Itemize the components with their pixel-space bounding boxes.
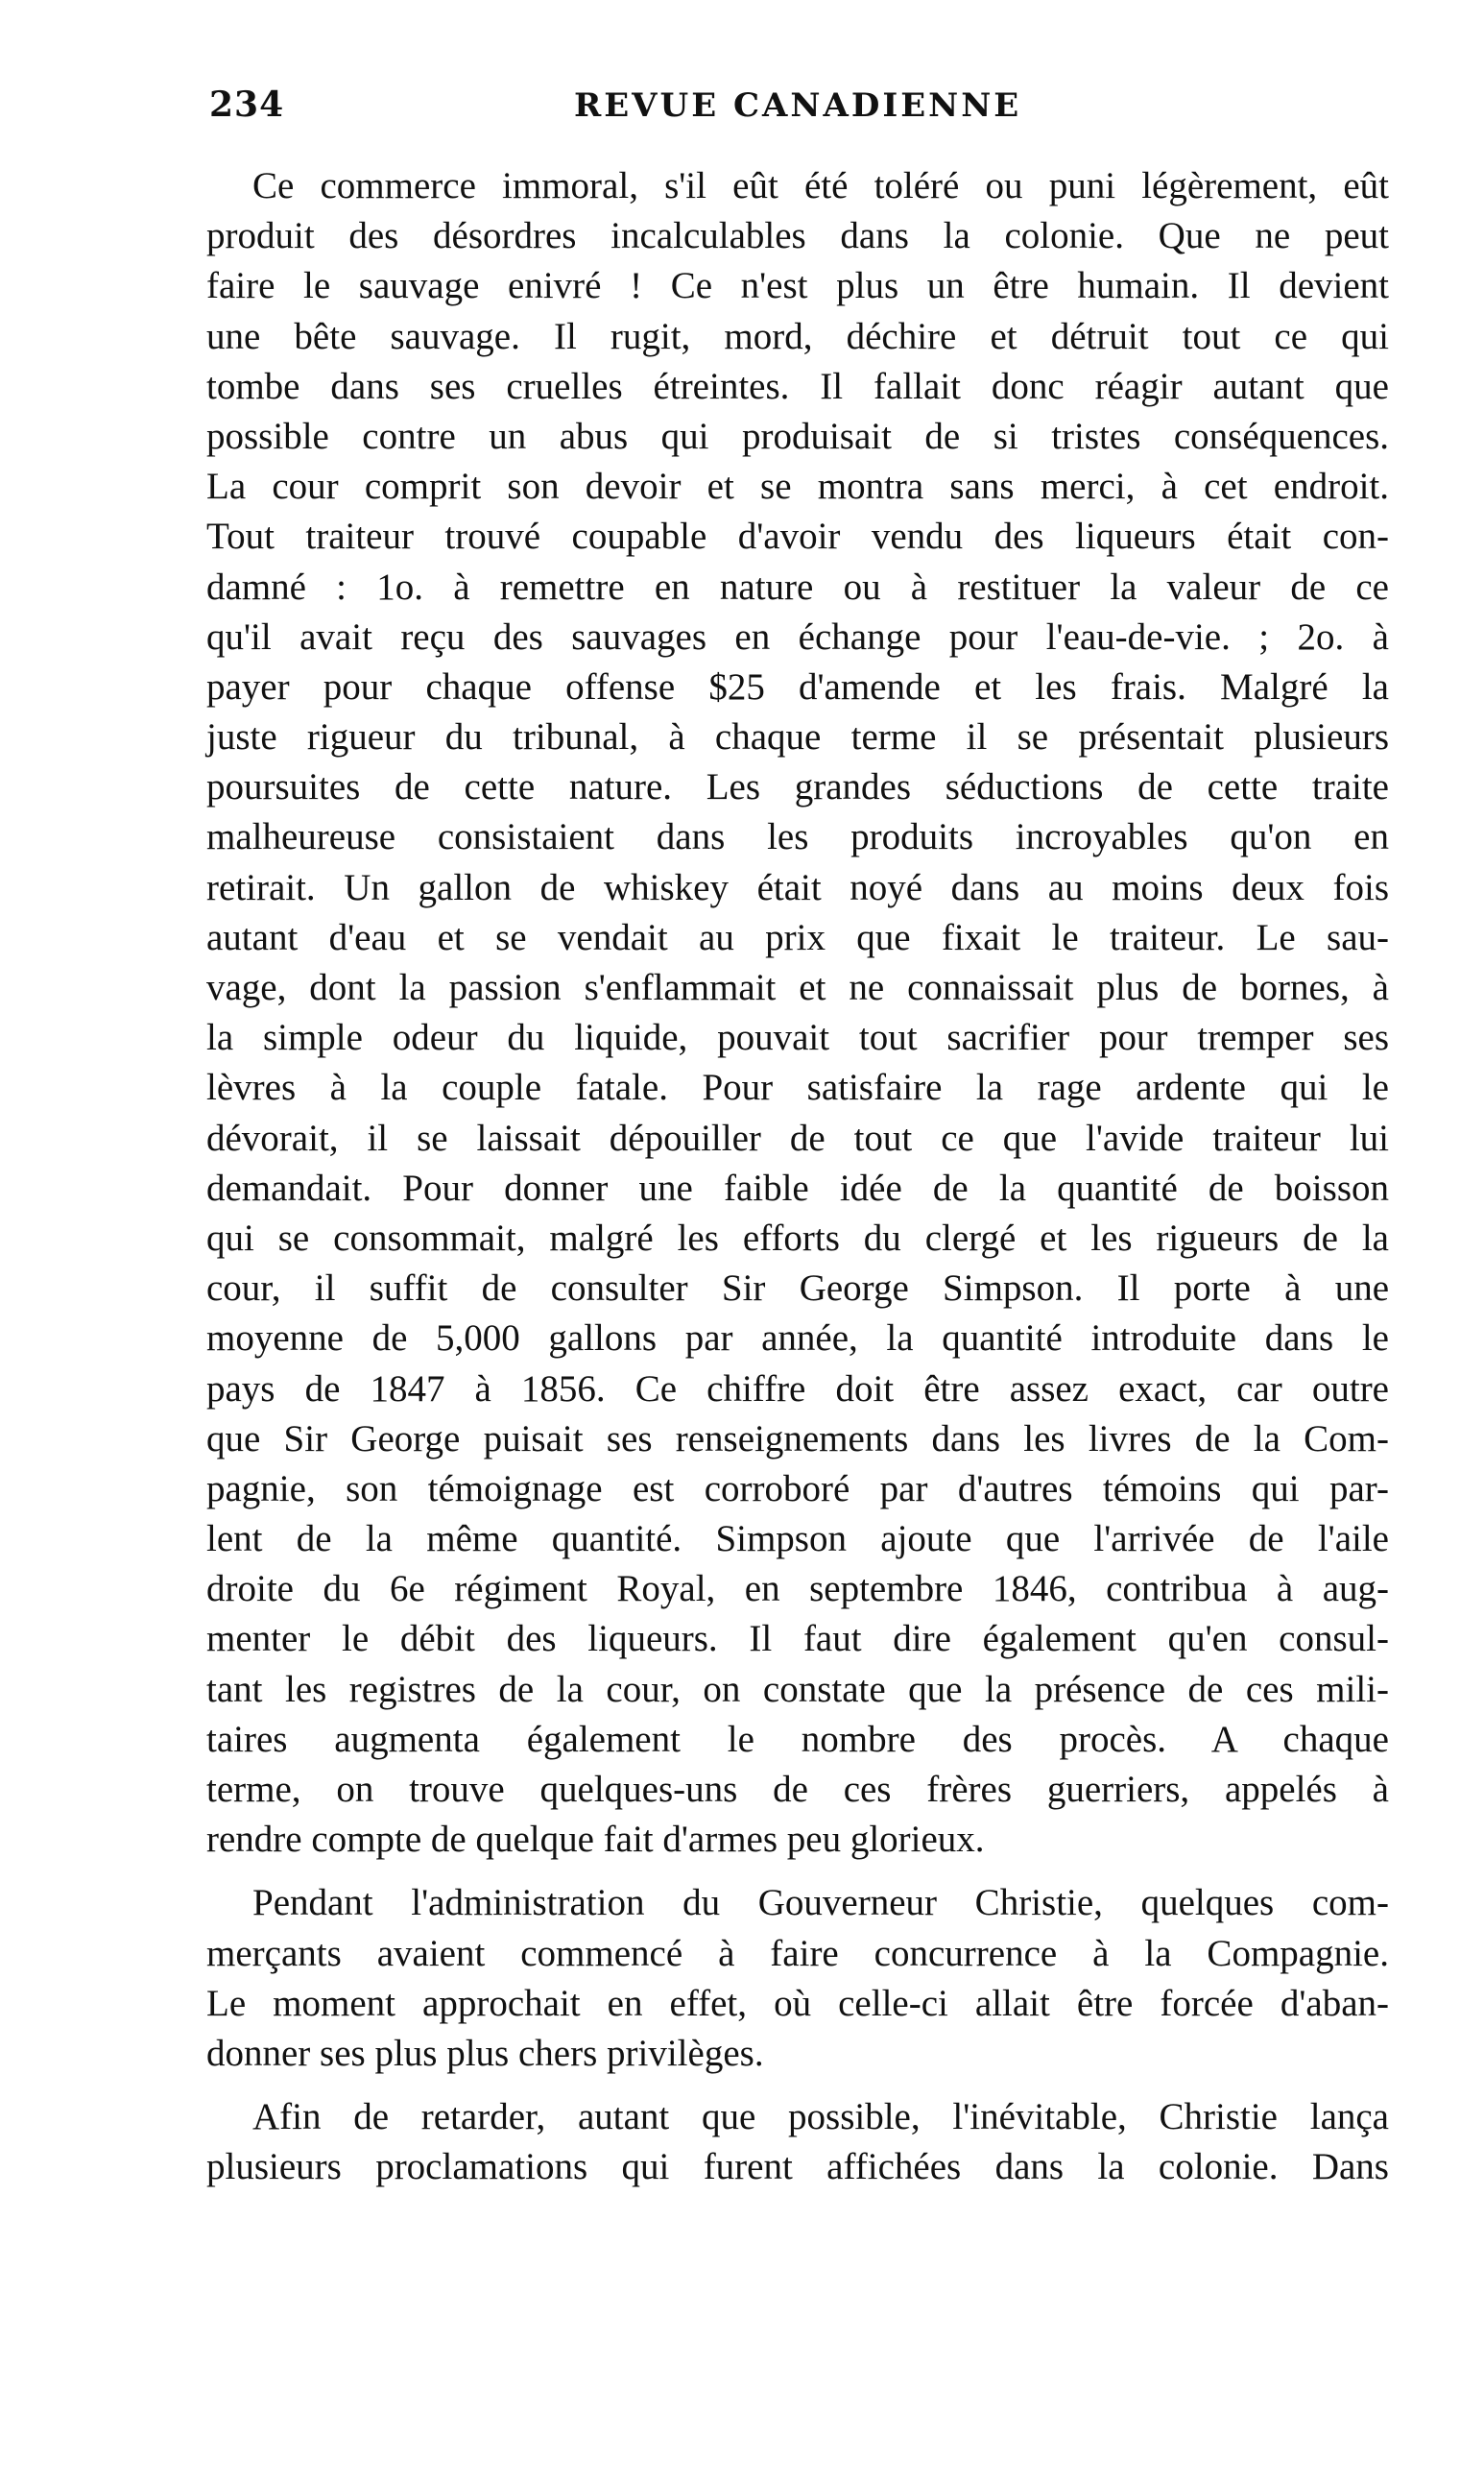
text-line: lèvres à la couple fatale. Pour satisfaire la rage ardente qui le (206, 1067, 1389, 1109)
text-line: payer pour chaque offense $25 d'amende et les frais. Malgré la (206, 665, 1389, 708)
text-line: rendre compte de quelque fait d'armes peu glorieux. (206, 1819, 985, 1861)
text-line: retirait. Un gallon de whiskey était noyé dans au moins deux fois (206, 866, 1389, 908)
paragraph-2 (206, 1878, 1389, 2079)
text-line: demandait. Pour donner une faible idée de la quantité de boisson (206, 1167, 1389, 1209)
paragraph-gap (206, 1865, 1389, 1878)
text-line: pays de 1847 à 1856. Ce chiffre doit être assez exact, car outre (206, 1367, 1389, 1410)
text-line: plusieurs proclamations qui furent affichées dans la colonie. Dans (206, 2146, 1389, 2188)
text-line: Pendant l'administration du Gouverneur Christie, quelques com- (252, 1882, 1389, 1924)
text-line: tant les registres de la cour, on constate que la présence de ces mili- (206, 1668, 1389, 1710)
text-line: Ce commerce immoral, s'il eût été toléré ou puni légèrement, eût (252, 165, 1389, 206)
page-number: 234 (209, 84, 285, 125)
text-line: qu'il avait reçu des sauvages en échange pour l'eau-de-vie. ; 2o. à (206, 615, 1389, 658)
text-line: une bête sauvage. Il rugit, mord, déchire et détruit tout ce qui (206, 315, 1389, 357)
text-line: donner ses plus plus chers privilèges. (206, 2032, 764, 2074)
paragraph-3 (206, 2092, 1389, 2192)
text-line: dévorait, il se laissait dépouiller de tout ce que l'avide traiteur lui (206, 1117, 1389, 1159)
running-title: REVUE CANADIENNE (574, 86, 1022, 125)
text-line: tombe dans ses cruelles étreintes. Il fallait donc réagir autant que (206, 365, 1389, 407)
text-line: Tout traiteur trouvé coupable d'avoir vendu des liqueurs était con- (206, 516, 1389, 558)
text-line: vage, dont la passion s'enflammait et ne connaissait plus de bornes, à (206, 967, 1389, 1008)
page-header (209, 84, 1390, 133)
text-line: droite du 6e régiment Royal, en septembre 1846, contribua à aug- (206, 1568, 1389, 1610)
text-line: moyenne de 5,000 gallons par année, la quantité introduite dans le (206, 1317, 1389, 1360)
text-line: La cour comprit son devoir et se montra sans merci, à cet endroit. (206, 466, 1389, 508)
text-line: terme, on trouve quelques-uns de ces frères guerriers, appelés à (206, 1769, 1389, 1810)
paragraph-1 (206, 161, 1389, 1865)
text-line: juste rigueur du tribunal, à chaque terme il se présentait plusieurs (206, 716, 1389, 759)
text-line: damné : 1o. à remettre en nature ou à restituer la valeur de ce (206, 566, 1389, 608)
text-line: Le moment approchait en effet, où celle-ci allait être forcée d'aban- (206, 1982, 1389, 2024)
paragraph-gap (206, 2079, 1389, 2092)
text-line: autant d'eau et se vendait au prix que fixait le traiteur. Le sau- (206, 916, 1389, 958)
text-line: malheureuse consistaient dans les produits incroyables qu'on en (206, 816, 1389, 858)
text-line: pagnie, son témoignage est corroboré par d'autres témoins qui par- (206, 1467, 1389, 1509)
text-line: la simple odeur du liquide, pouvait tout sacrifier pour tremper ses (206, 1017, 1389, 1059)
text-line: taires augmenta également le nombre des procès. A chaque (206, 1718, 1389, 1760)
text-line: poursuites de cette nature. Les grandes séductions de cette traite (206, 766, 1389, 808)
text-line: menter le débit des liqueurs. Il faut dire également qu'en consul- (206, 1618, 1389, 1660)
text-line: possible contre un abus qui produisait de si tristes conséquences. (206, 415, 1389, 457)
text-line: lent de la même quantité. Simpson ajoute que l'arrivée de l'aile (206, 1518, 1389, 1560)
text-line: Afin de retarder, autant que possible, l'inévitable, Christie lança (252, 2096, 1389, 2138)
text-line: produit des désordres incalculables dans la colonie. Que ne peut (206, 215, 1389, 257)
text-line: qui se consommait, malgré les efforts du clergé et les rigueurs de la (206, 1217, 1389, 1259)
body-text (206, 161, 1389, 2193)
text-line: que Sir George puisait ses renseignements dans les livres de la Com- (206, 1417, 1389, 1460)
text-line: faire le sauvage enivré ! Ce n'est plus un être humain. Il devient (206, 265, 1389, 307)
text-line: cour, il suffit de consulter Sir George Simpson. Il porte à une (206, 1267, 1389, 1310)
text-line: merçants avaient commencé à faire concurrence à la Compagnie. (206, 1932, 1389, 1974)
